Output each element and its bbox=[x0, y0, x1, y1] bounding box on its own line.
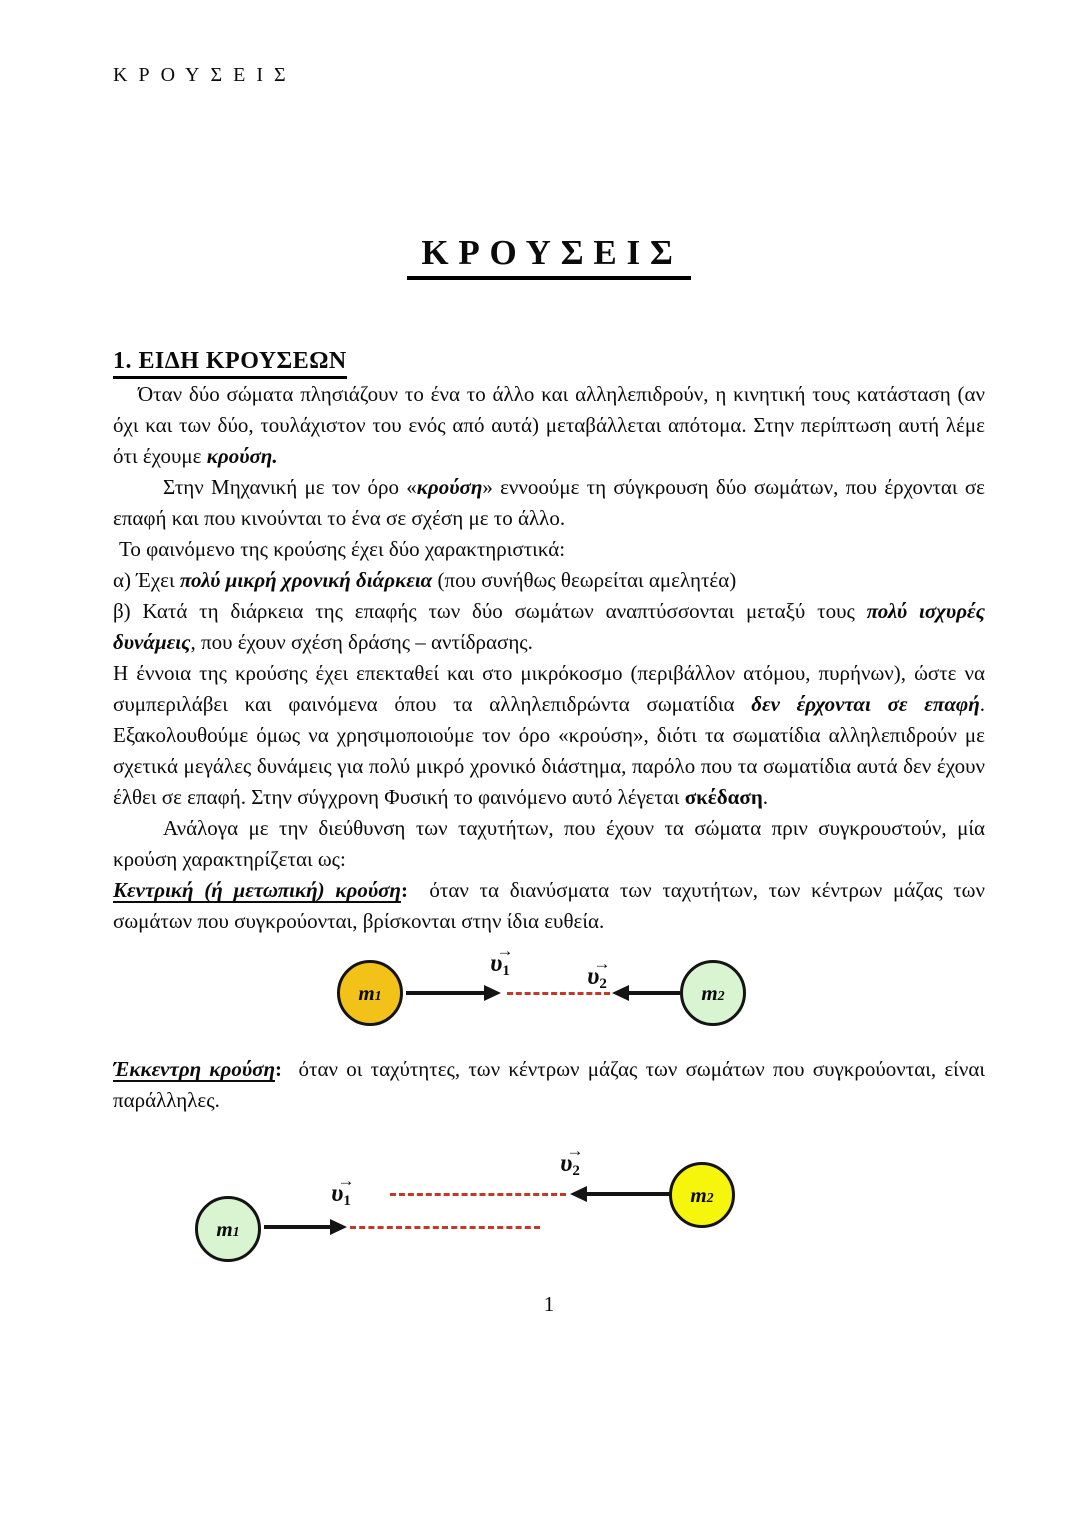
paragraph-eccentric-collision bbox=[113, 1054, 985, 1116]
vector-arrow-icon: → bbox=[593, 954, 609, 973]
term-central-collision: Κεντρική (ή μετωπική) κρούση bbox=[113, 878, 401, 902]
mass-symbol: m bbox=[216, 1216, 233, 1241]
title-wrap bbox=[113, 233, 985, 280]
mass-m2-ball bbox=[680, 960, 746, 1026]
page-title: ΚΡΟΥΣΕΙΣ bbox=[407, 233, 690, 280]
paragraph-microcosm bbox=[113, 658, 985, 813]
text-run-bold: : bbox=[400, 878, 408, 902]
vector-symbol: υ bbox=[560, 1150, 573, 1177]
mass-subscript: 1 bbox=[374, 989, 382, 1004]
text-run-emphasis: πολύ μικρή χρονική διάρκεια bbox=[179, 568, 433, 592]
velocity-line-v1 bbox=[264, 1225, 330, 1229]
paragraph-collision-intro bbox=[113, 379, 985, 472]
mass-subscript: 1 bbox=[232, 1225, 240, 1240]
text-run: . Εξακολουθούμε όμως να χρησιμοποιούμε τον όρο «κρούση», διότι τα σωματίδια αλληλεπιδρούν με σχετικά μεγάλες δυνάμεις για πολύ μικρό χρονικό διάστημα, παρόλο που τα σωματίδια αυτά δεν έχουν έλθει σε επαφή. Στην σύγχρονη Φυσική το φαινόμενο αυτό λέγεται bbox=[113, 692, 985, 809]
mass-m1-ball bbox=[337, 960, 403, 1026]
text-run: Η έννοια της κρούσης έχει επεκταθεί και στο μικρόκοσμο (περιβάλλον ατόμου, πυρήνων), ώστε να συμπεριλάβει και φαινόμενα όπου τα αλληλεπιδρώντα σωματίδια bbox=[113, 661, 985, 716]
text-run: (που συνήθως θεωρείται αμελητέα) bbox=[432, 568, 737, 592]
text-run-emphasis: πολύ ισχυρές δυνάμεις bbox=[113, 599, 985, 654]
text-run-emphasis: κρούση. bbox=[206, 444, 278, 468]
mass-m2-ball bbox=[669, 1162, 735, 1228]
mass-m1-ball bbox=[195, 1196, 261, 1262]
paragraph-characteristic-b bbox=[113, 596, 985, 658]
diagram-eccentric-collision bbox=[113, 1142, 985, 1284]
vector-subscript: 1 bbox=[343, 1193, 351, 1210]
mass-subscript: 2 bbox=[717, 989, 725, 1004]
arrowhead-left-icon bbox=[570, 1186, 587, 1202]
vector-symbol: υ bbox=[331, 1180, 344, 1207]
text-run: όταν τα διανύσματα των ταχυτήτων, των κέντρων μάζας των σωμάτων που συγκρούονται, βρίσκονται στην ίδια ευθεία. bbox=[113, 878, 985, 933]
text-run-bold: σκέδαση bbox=[684, 785, 763, 809]
diagram-central-collision bbox=[113, 942, 985, 1054]
text-run: Ανάλογα με την διεύθυνση των ταχυτήτων, που έχουν τα σώματα πριν συγκρουστούν, μία κρούση χαρακτηρίζεται ως: bbox=[113, 816, 985, 871]
paragraph-direction-lead bbox=[113, 813, 985, 875]
arrowhead-right-icon bbox=[330, 1219, 347, 1235]
text-run-emphasis: δεν έρχονται σε επαφή bbox=[751, 692, 980, 716]
vector-symbol: υ bbox=[587, 963, 600, 990]
mass-symbol: m bbox=[358, 980, 375, 1005]
text-run: Το φαινόμενο της κρούσης έχει δύο χαρακτηριστικά: bbox=[119, 537, 566, 561]
vector-arrow-icon: → bbox=[337, 1171, 353, 1190]
paragraph-characteristic-a bbox=[113, 565, 985, 596]
vector-label-v2 bbox=[542, 1142, 598, 1179]
vector-label-v1 bbox=[472, 942, 528, 979]
text-run: Στην Μηχανική με τον όρο « bbox=[163, 475, 417, 499]
collision-path-dashed-lower bbox=[350, 1226, 540, 1229]
section-heading: 1. ΕΙΔΗ ΚΡΟΥΣΕΩΝ bbox=[113, 348, 347, 379]
vector-arrow-icon: → bbox=[496, 941, 512, 960]
text-run: β) Κατά τη διάρκεια της επαφής των δύο σωμάτων αναπτύσσονται μεταξύ τους bbox=[113, 599, 867, 623]
vector-subscript: 2 bbox=[599, 976, 607, 993]
vector-symbol: υ bbox=[490, 950, 503, 977]
text-run: , που έχουν σχέση δράσης – αντίδρασης. bbox=[190, 630, 533, 654]
text-run-bold: : bbox=[275, 1057, 283, 1081]
vector-subscript: 2 bbox=[572, 1163, 580, 1180]
vector-label-v1 bbox=[313, 1172, 369, 1209]
mass-subscript: 2 bbox=[706, 1191, 714, 1206]
paragraph-mechanics-definition bbox=[113, 472, 985, 534]
paragraph-central-collision bbox=[113, 875, 985, 937]
collision-path-dashed bbox=[507, 992, 610, 995]
page-number: 1 bbox=[543, 1292, 555, 1316]
text-run: . bbox=[762, 785, 768, 809]
vector-subscript: 1 bbox=[502, 963, 510, 980]
text-run-emphasis: κρούση bbox=[416, 475, 483, 499]
section-heading-wrap bbox=[113, 348, 985, 379]
mass-symbol: m bbox=[701, 980, 718, 1005]
paragraph-characteristics-lead bbox=[113, 534, 985, 565]
mass-symbol: m bbox=[690, 1182, 707, 1207]
arrowhead-left-icon bbox=[612, 985, 629, 1001]
page-content bbox=[113, 0, 985, 1317]
text-run: α) Έχει bbox=[113, 568, 180, 592]
text-run: όταν οι ταχύτητες, των κέντρων μάζας των σωμάτων που συγκρούονται, είναι παράλληλες. bbox=[113, 1057, 985, 1112]
velocity-line-v1 bbox=[406, 991, 486, 995]
vector-arrow-icon: → bbox=[566, 1141, 582, 1160]
term-eccentric-collision: Έκκεντρη κρούση bbox=[113, 1057, 276, 1081]
collision-path-dashed-upper bbox=[390, 1193, 566, 1196]
text-run: Όταν δύο σώματα πλησιάζουν το ένα το άλλο και αλληλεπιδρούν, η κινητική τους κατάσταση (αν όχι και των δύο, τουλάχιστον του ενός από αυτά) μεταβάλλεται απότομα. Στην περίπτωση αυτή λέμε ότι έχουμε bbox=[113, 382, 985, 468]
velocity-line-v2 bbox=[628, 991, 680, 995]
running-header: ΚΡΟΥΣΕΙΣ bbox=[113, 64, 297, 86]
velocity-line-v2 bbox=[586, 1192, 670, 1196]
arrowhead-right-icon bbox=[484, 985, 501, 1001]
text-run: » εννοούμε τη σύγκρουση δύο σωμάτων, που έρχονται σε επαφή και που κινούνται το ένα σε σχέση με το άλλο. bbox=[113, 475, 985, 530]
